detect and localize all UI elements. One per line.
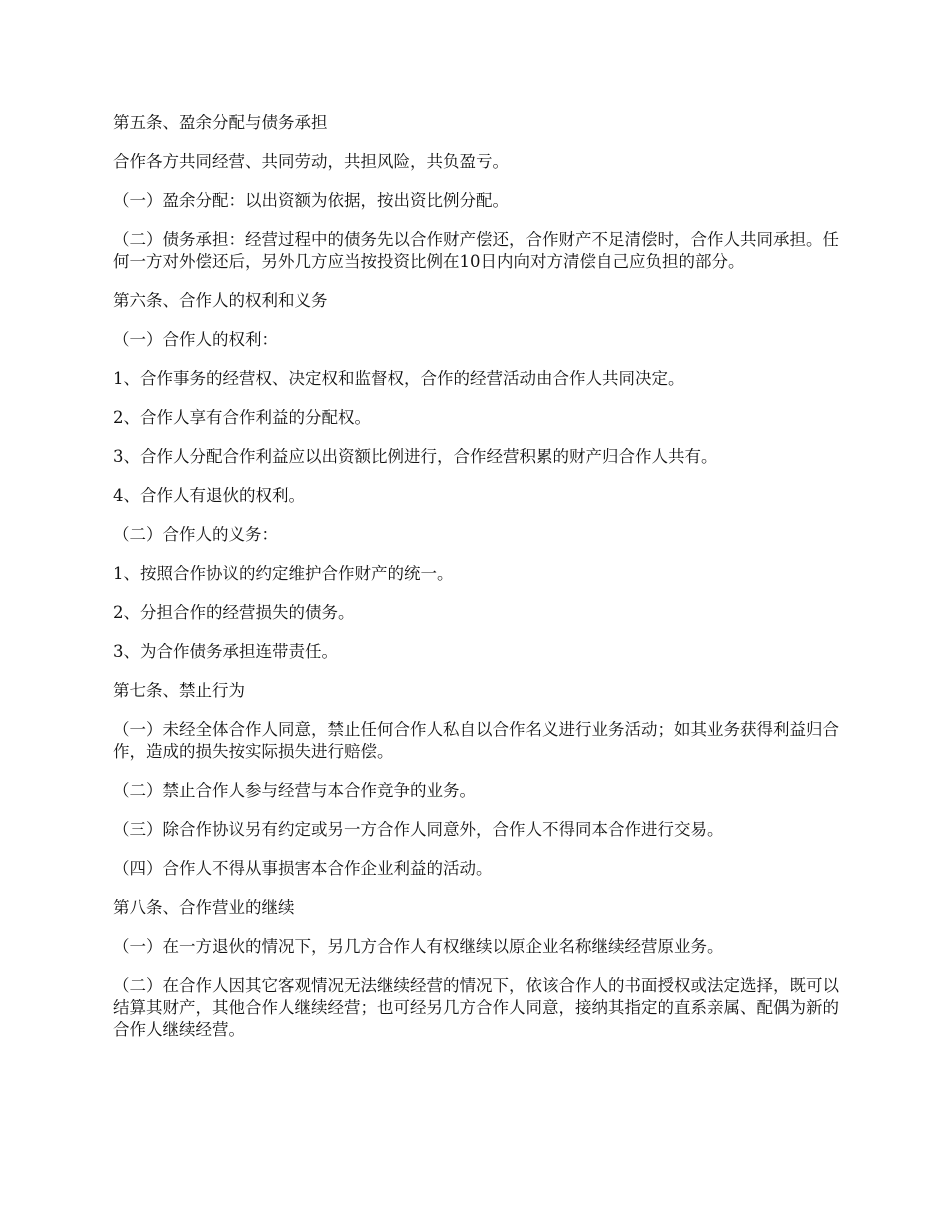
paragraph: （二）在合作人因其它客观情况无法继续经营的情况下，依该合作人的书面授权或法定选择，既可以结算其财产，其他合作人继续经营；也可经另几方合作人同意，接纳其指定的直系亲属、配偶为新的合作人继续经营。: [113, 976, 839, 1039]
paragraph: （一）盈余分配：以出资额为依据，按出资比例分配。: [113, 191, 509, 210]
paragraph: 4、合作人有退伙的权利。: [113, 486, 305, 505]
paragraph: （二）债务承担：经营过程中的债务先以合作财产偿还，合作财产不足清偿时，合作人共同承担。任何一方对外偿还后，另外几方应当按投资比例在10日内向对方清偿自己应负担的部分。: [113, 230, 839, 271]
paragraph: 1、合作事务的经营权、决定权和监督权，合作的经营活动由合作人共同决定。: [113, 369, 685, 388]
paragraph: 1、按照合作协议的约定维护合作财产的统一。: [113, 564, 454, 583]
paragraph: 2、合作人享有合作利益的分配权。: [113, 408, 371, 427]
paragraph: （四）合作人不得从事损害本合作企业利益的活动。: [113, 859, 493, 878]
paragraph: （三）除合作协议另有约定或另一方合作人同意外，合作人不得同本合作进行交易。: [113, 820, 724, 839]
paragraph: （一）合作人的权利：: [113, 330, 278, 349]
paragraph: 3、为合作债务承担连带责任。: [113, 642, 338, 661]
section-heading-article-5: 第五条、盈余分配与债务承担: [113, 113, 328, 132]
paragraph: （二）合作人的义务：: [113, 525, 278, 544]
paragraph: 2、分担合作的经营损失的债务。: [113, 603, 355, 622]
document-page: [113, 112, 839, 1058]
paragraph: （一）在一方退伙的情况下，另几方合作人有权继续以原企业名称继续经营原业务。: [113, 937, 724, 956]
paragraph: 3、合作人分配合作利益应以出资额比例进行，合作经营积累的财产归合作人共有。: [113, 447, 718, 466]
section-heading-article-8: 第八条、合作营业的继续: [113, 898, 295, 917]
paragraph: （二）禁止合作人参与经营与本合作竞争的业务。: [113, 781, 476, 800]
section-heading-article-7: 第七条、禁止行为: [113, 681, 245, 700]
section-heading-article-6: 第六条、合作人的权利和义务: [113, 291, 328, 310]
paragraph: （一）未经全体合作人同意，禁止任何合作人私自以合作名义进行业务活动；如其业务获得利益归合作，造成的损失按实际损失进行赔偿。: [113, 720, 839, 761]
paragraph: 合作各方共同经营、共同劳动，共担风险，共负盈亏。: [113, 152, 509, 171]
